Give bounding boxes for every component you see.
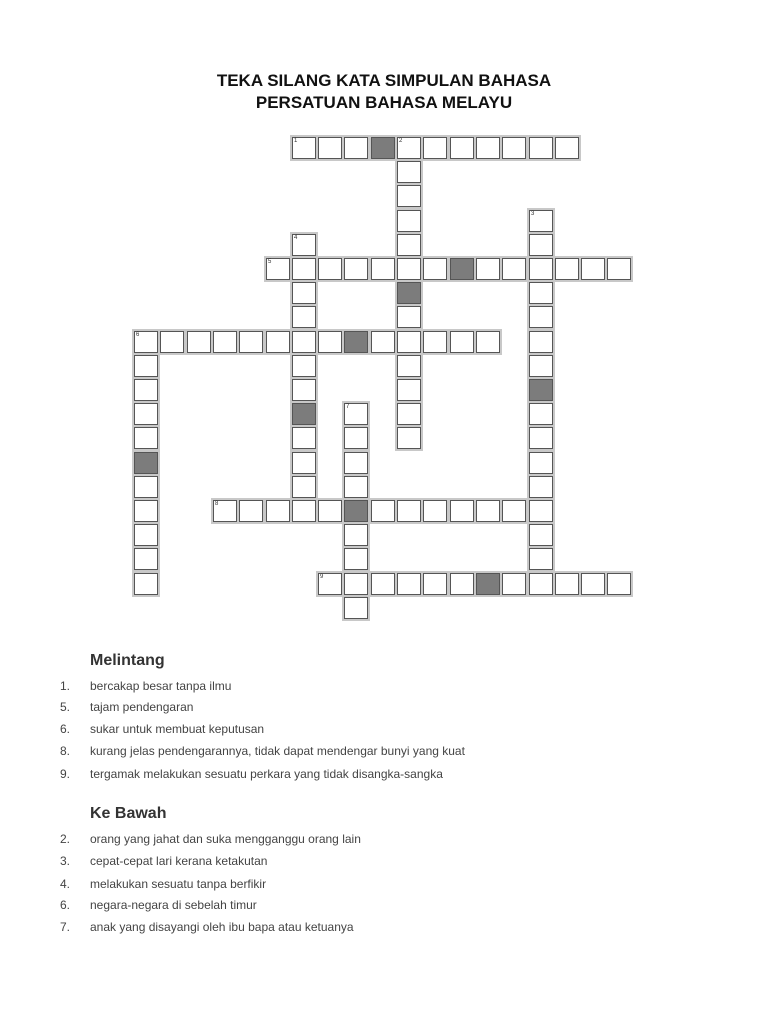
grid-cell-number: 2: [399, 138, 403, 144]
clue-text: bercakap besar tanpa ilmu: [90, 679, 232, 693]
grid-cell[interactable]: [344, 137, 368, 159]
grid-cell[interactable]: [529, 210, 553, 232]
grid-cell[interactable]: [292, 137, 316, 159]
clue-number: 8.: [60, 744, 71, 758]
grid-cell[interactable]: [397, 500, 421, 522]
grid-cell[interactable]: [397, 258, 421, 280]
grid-cell[interactable]: [397, 379, 421, 401]
grid-cell-shaded: [476, 573, 500, 595]
grid-cell[interactable]: [213, 331, 237, 353]
grid-cell-shaded: [450, 258, 474, 280]
grid-cell-shaded: [134, 452, 158, 474]
grid-cell[interactable]: [397, 403, 421, 425]
grid-cell[interactable]: [450, 137, 474, 159]
grid-cell[interactable]: [529, 331, 553, 353]
clue-text: cepat-cepat lari kerana ketakutan: [90, 854, 268, 868]
grid-cell[interactable]: [529, 403, 553, 425]
grid-cell-number: 8: [215, 501, 219, 507]
grid-cell[interactable]: [344, 573, 368, 595]
grid-cell[interactable]: [318, 331, 342, 353]
clue-number: 5.: [60, 700, 71, 714]
grid-cell[interactable]: [529, 500, 553, 522]
grid-cell[interactable]: [134, 500, 158, 522]
clue-number: 9.: [60, 767, 71, 781]
grid-cell[interactable]: [397, 306, 421, 328]
clue-number: 6.: [60, 722, 71, 736]
grid-cell[interactable]: [134, 379, 158, 401]
grid-cell[interactable]: [318, 500, 342, 522]
grid-cell[interactable]: [529, 355, 553, 377]
grid-cell[interactable]: [581, 258, 605, 280]
grid-cell[interactable]: [134, 524, 158, 546]
grid-cell[interactable]: [450, 331, 474, 353]
grid-cell[interactable]: [476, 331, 500, 353]
grid-cell[interactable]: [581, 573, 605, 595]
grid-cell[interactable]: [397, 573, 421, 595]
grid-cell[interactable]: [502, 258, 526, 280]
grid-cell[interactable]: [529, 306, 553, 328]
grid-cell[interactable]: [476, 137, 500, 159]
clue-text: kurang jelas pendengarannya, tidak dapat mendengar bunyi yang kuat: [90, 744, 465, 758]
grid-cell-number: 5: [268, 259, 272, 265]
across-clue: [60, 766, 443, 782]
clue-number: 6.: [60, 898, 71, 912]
clue-number: 4.: [60, 877, 71, 891]
grid-cell-shaded: [344, 331, 368, 353]
grid-cell[interactable]: [292, 427, 316, 449]
grid-cell[interactable]: [397, 234, 421, 256]
down-heading: Ke Bawah: [90, 805, 167, 822]
across-heading: Melintang: [90, 652, 165, 669]
clue-text: melakukan sesuatu tanpa berfikir: [90, 877, 267, 891]
grid-cell[interactable]: [476, 500, 500, 522]
grid-cell[interactable]: [160, 331, 184, 353]
clue-text: tajam pendengaran: [90, 700, 194, 714]
across-clue: [60, 721, 264, 737]
grid-cell-number: 3: [531, 211, 535, 217]
grid-cell-number: 7: [346, 404, 350, 410]
grid-cell[interactable]: [502, 500, 526, 522]
grid-cell[interactable]: [266, 500, 290, 522]
grid-cell[interactable]: [344, 427, 368, 449]
grid-cell[interactable]: [555, 573, 579, 595]
grid-cell[interactable]: [502, 573, 526, 595]
grid-cell-shaded: [529, 379, 553, 401]
grid-cell[interactable]: [134, 331, 158, 353]
grid-cell[interactable]: [292, 355, 316, 377]
grid-cell[interactable]: [450, 500, 474, 522]
grid-cell-number: 6: [136, 332, 140, 338]
grid-cell[interactable]: [134, 355, 158, 377]
grid-cell[interactable]: [397, 331, 421, 353]
grid-cell[interactable]: [239, 331, 263, 353]
grid-cell[interactable]: [450, 573, 474, 595]
grid-cell[interactable]: [529, 476, 553, 498]
grid-cell[interactable]: [318, 137, 342, 159]
grid-cell-number: 9: [320, 574, 324, 580]
grid-cell[interactable]: [344, 476, 368, 498]
down-clue: [60, 853, 267, 869]
grid-cell[interactable]: [344, 452, 368, 474]
grid-cell[interactable]: [423, 137, 447, 159]
grid-cell[interactable]: [134, 427, 158, 449]
grid-cell[interactable]: [371, 331, 395, 353]
grid-cell[interactable]: [292, 306, 316, 328]
grid-cell-number: 1: [294, 138, 298, 144]
across-clue: [60, 743, 465, 759]
grid-cell[interactable]: [134, 403, 158, 425]
grid-cell[interactable]: [134, 573, 158, 595]
grid-cell[interactable]: [502, 137, 526, 159]
grid-cell-shaded: [292, 403, 316, 425]
down-clue: [60, 919, 354, 935]
grid-cell[interactable]: [529, 548, 553, 570]
grid-cell[interactable]: [529, 137, 553, 159]
grid-cell[interactable]: [529, 573, 553, 595]
grid-cell[interactable]: [397, 161, 421, 183]
grid-cell[interactable]: [397, 355, 421, 377]
grid-cell[interactable]: [397, 210, 421, 232]
grid-cell[interactable]: [529, 427, 553, 449]
down-clue: [60, 876, 266, 892]
grid-cell[interactable]: [292, 500, 316, 522]
grid-cell[interactable]: [292, 258, 316, 280]
grid-cell[interactable]: [318, 573, 342, 595]
clue-number: 3.: [60, 854, 71, 868]
grid-cell[interactable]: [344, 597, 368, 619]
grid-cell[interactable]: [292, 476, 316, 498]
grid-cell[interactable]: [292, 379, 316, 401]
grid-cell[interactable]: [239, 500, 263, 522]
clue-text: anak yang disayangi oleh ibu bapa atau ketuanya: [90, 920, 354, 934]
grid-cell[interactable]: [529, 282, 553, 304]
grid-cell[interactable]: [134, 548, 158, 570]
grid-cell[interactable]: [607, 258, 631, 280]
clue-text: tergamak melakukan sesuatu perkara yang tidak disangka-sangka: [90, 767, 443, 781]
grid-cell[interactable]: [266, 331, 290, 353]
clue-text: negara-negara di sebelah timur: [90, 898, 257, 912]
clue-number: 7.: [60, 920, 71, 934]
clue-number: 2.: [60, 832, 71, 846]
grid-cell[interactable]: [344, 258, 368, 280]
grid-cell[interactable]: [292, 331, 316, 353]
grid-cell[interactable]: [529, 524, 553, 546]
down-clue: [60, 831, 361, 847]
grid-cell[interactable]: [529, 452, 553, 474]
grid-cell[interactable]: [555, 258, 579, 280]
clue-text: orang yang jahat dan suka mengganggu orang lain: [90, 832, 361, 846]
grid-cell[interactable]: [292, 234, 316, 256]
grid-cell[interactable]: [423, 573, 447, 595]
puzzle-title-line1: TEKA SILANG KATA SIMPULAN BAHASA: [216, 71, 552, 90]
grid-cell[interactable]: [292, 282, 316, 304]
grid-cell[interactable]: [397, 185, 421, 207]
grid-cell[interactable]: [371, 500, 395, 522]
across-clue: [60, 678, 231, 694]
grid-cell[interactable]: [423, 500, 447, 522]
grid-cell[interactable]: [423, 331, 447, 353]
grid-cell[interactable]: [476, 258, 500, 280]
grid-cell[interactable]: [344, 548, 368, 570]
across-clue: [60, 699, 193, 715]
grid-cell-shaded: [371, 137, 395, 159]
grid-cell-shaded: [397, 282, 421, 304]
grid-cell[interactable]: [344, 403, 368, 425]
grid-cell[interactable]: [266, 258, 290, 280]
grid-cell[interactable]: [397, 137, 421, 159]
grid-cell[interactable]: [423, 258, 447, 280]
grid-cell[interactable]: [318, 258, 342, 280]
grid-cell[interactable]: [371, 258, 395, 280]
grid-cell[interactable]: [344, 524, 368, 546]
grid-cell[interactable]: [529, 234, 553, 256]
grid-cell[interactable]: [371, 573, 395, 595]
grid-cell[interactable]: [292, 452, 316, 474]
clue-text: sukar untuk membuat keputusan: [90, 722, 265, 736]
puzzle-title-line2: PERSATUAN BAHASA MELAYU: [255, 93, 513, 112]
grid-cell[interactable]: [397, 427, 421, 449]
down-clue: [60, 897, 257, 913]
grid-cell[interactable]: [213, 500, 237, 522]
grid-cell[interactable]: [187, 331, 211, 353]
grid-cell-shaded: [344, 500, 368, 522]
grid-cell[interactable]: [555, 137, 579, 159]
grid-cell[interactable]: [134, 476, 158, 498]
grid-cell-number: 4: [294, 235, 298, 241]
grid-cell[interactable]: [529, 258, 553, 280]
grid-cell[interactable]: [607, 573, 631, 595]
clue-number: 1.: [60, 679, 71, 693]
